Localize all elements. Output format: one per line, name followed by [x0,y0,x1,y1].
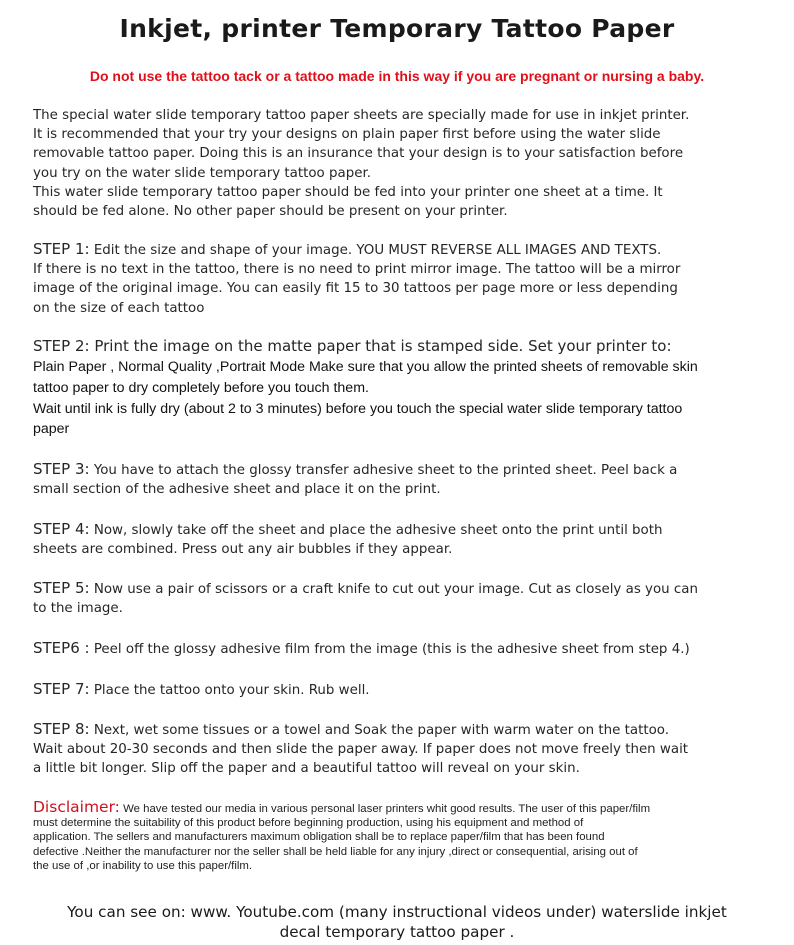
step-5-first-line [33,579,773,599]
step-3-label: STEP 3: [33,460,90,478]
step-2-line: tattoo paper to dry completely before you touch them. [33,379,369,396]
step-2-line: Wait until ink is fully dry (about 2 to 3 minutes) before you touch the special water slide temporary tattoo [33,400,683,417]
intro-line: The special water slide temporary tattoo paper sheets are specially made for use in inkjet printer. [33,108,690,123]
step-5-label: STEP 5: [33,579,90,597]
disclaimer-line: application. The sellers and manufacturers maximum obligation shall be to replace paper/film that has been found [33,831,605,844]
intro-line: you try on the water slide temporary tattoo paper. [33,165,371,181]
step-2 [33,335,773,440]
step-6-first-line [33,639,773,659]
step-7-label: STEP 7: [33,680,90,698]
step-1-first-line [33,240,773,260]
step-8-first-line [33,720,773,740]
step-2-first-line [33,335,773,357]
step-1-line: on the size of each tattoo [33,300,205,316]
step-8-text: Next, wet some tissues or a towel and Soak the paper with warm water on the tattoo. [89,723,669,738]
step-8 [33,720,773,779]
step-4-line: sheets are combined. Press out any air bubbles if they appear. [33,542,453,558]
step-2-text: Print the image on the matte paper that is stamped side. Set your printer to: [89,337,672,355]
step-6 [33,639,773,659]
step-1-line: image of the original image. You can easily fit 15 to 30 tattoos per page more or less depending [33,281,678,297]
step-8-label: STEP 8: [33,720,90,738]
step-5 [33,579,773,618]
step-4-first-line [33,520,773,540]
disclaimer-text: We have tested our media in various personal laser printers whit good results. The user of this paper/film [119,803,651,815]
step-1-line: If there is no text in the tattoo, there is no need to print mirror image. The tattoo will be a mirror [33,262,681,278]
step-8-line: Wait about 20-30 seconds and then slide the paper away. If paper does not move freely then wait [33,742,689,758]
step-3-text: You have to attach the glossy transfer adhesive sheet to the printed sheet. Peel back a [89,463,678,478]
intro-line: removable tattoo paper. Doing this is an insurance that your design is to your satisfaction before [33,146,684,162]
step-3 [33,460,773,499]
step-5-line: to the image. [33,601,123,617]
disclaimer-label: Disclaimer: [33,798,120,816]
step-1 [33,240,773,318]
footer-line-1: You can see on: www. Youtube.com (many instructional videos under) waterslide inkjet [67,903,727,921]
intro-paragraph [33,106,773,221]
page-title: Inkjet, printer Temporary Tattoo Paper [119,14,675,43]
step-1-text: Edit the size and shape of your image. YOU MUST REVERSE ALL IMAGES AND TEXTS. [89,243,662,258]
disclaimer-first-line [33,800,773,816]
pregnancy-warning: Do not use the tattoo tack or a tattoo made in this way if you are pregnant or nursing a baby. [89,68,705,84]
step-7-first-line [33,680,773,700]
footer-line-2: decal temporary tattoo paper . [279,923,515,941]
step-3-first-line [33,460,773,480]
step-6-text: Peel off the glossy adhesive film from the image (this is the adhesive sheet from step 4.) [89,642,690,657]
step-2-line: paper [33,421,70,438]
step-8-line: a little bit longer. Slip off the paper and a beautiful tattoo will reveal on your skin. [33,761,580,777]
step-2-line: Plain Paper , Normal Quality ,Portrait Mode Make sure that you allow the printed sheets of removable skin [33,359,698,375]
disclaimer [33,800,773,873]
step-5-text: Now use a pair of scissors or a craft knife to cut out your image. Cut as closely as you can [89,582,698,597]
disclaimer-line: defective .Neither the manufacturer nor the seller shall be held liable for any injury ,direct or consequential, arising out of [33,845,638,858]
disclaimer-line: must determine the suitability of this product before beginning production, using his equipment and method of [33,817,584,830]
step-6-label: STEP6 : [33,639,90,657]
step-2-details [33,357,773,440]
step-4 [33,520,773,559]
step-2-label: STEP 2: [33,337,90,355]
step-3-line: small section of the adhesive sheet and place it on the print. [33,482,441,498]
youtube-reference [0,902,794,942]
step-4-label: STEP 4: [33,520,90,538]
disclaimer-line: the use of ,or inability to use this paper/film. [33,859,253,872]
step-1-label: STEP 1: [33,240,90,258]
intro-line: It is recommended that your try your designs on plain paper first before using the water slide [33,127,661,143]
step-7 [33,680,773,700]
intro-line: should be fed alone. No other paper should be present on your printer. [33,204,508,220]
intro-line: This water slide temporary tattoo paper should be fed into your printer one sheet at a time. It [33,184,663,200]
step-7-text: Place the tattoo onto your skin. Rub well. [89,683,370,698]
step-4-text: Now, slowly take off the sheet and place the adhesive sheet onto the print until both [89,523,663,538]
